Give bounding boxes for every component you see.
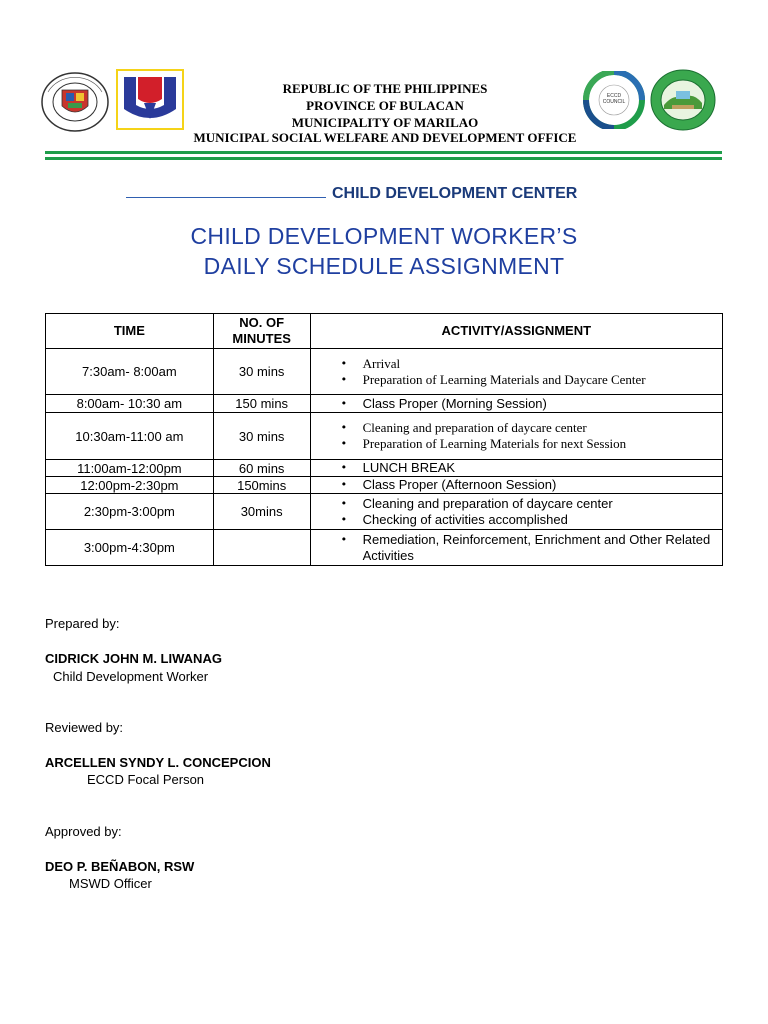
row-time: 3:00pm-4:30pm	[46, 530, 214, 566]
activity-item: • LUNCH BREAK	[363, 460, 722, 476]
reviewed-by-name: ARCELLEN SYNDY L. CONCEPCION	[45, 755, 271, 770]
row-time: 10:30am-11:00 am	[46, 413, 214, 460]
row-activities	[310, 530, 722, 566]
row-activities	[310, 395, 722, 413]
reviewed-by-label: Reviewed by:	[45, 720, 124, 735]
row-activities	[310, 460, 722, 477]
row-minutes: 30 mins	[213, 413, 310, 460]
row-activities	[310, 413, 722, 460]
prepared-by-label: Prepared by:	[45, 616, 120, 631]
row-time: 2:30pm-3:00pm	[46, 494, 214, 530]
header-activity: ACTIVITY/ASSIGNMENT	[310, 314, 722, 349]
table-row	[46, 413, 723, 460]
approved-by-name: DEO P. BEÑABON, RSW	[45, 859, 195, 874]
row-minutes: 150 mins	[213, 395, 310, 413]
marilao-seal-logo	[40, 72, 110, 132]
header-time: TIME	[46, 314, 214, 349]
letterhead-office: MUNICIPAL SOCIAL WELFARE AND DEVELOPMENT OFFICE	[193, 130, 577, 145]
prepared-by-name: CIDRICK JOHN M. LIWANAG	[45, 651, 222, 666]
table-row	[46, 530, 723, 566]
barangay-seal-logo	[650, 69, 716, 131]
activity-item: • Class Proper (Morning Session)	[363, 396, 722, 412]
schedule-table	[45, 313, 723, 566]
row-activities	[310, 494, 722, 530]
table-row	[46, 349, 723, 395]
center-label: CHILD DEVELOPMENT CENTER	[332, 185, 578, 202]
header-minutes: NO. OF MINUTES	[213, 314, 310, 349]
row-time: 12:00pm-2:30pm	[46, 477, 214, 494]
document-title	[0, 221, 768, 281]
center-name-blank[interactable]	[126, 183, 326, 198]
activity-item: • Checking of activities accomplished	[363, 512, 722, 528]
table-row	[46, 477, 723, 494]
row-activities	[310, 349, 722, 395]
table-header-row	[46, 314, 723, 349]
eccd-logo-text: ECCD COUNCIL	[602, 93, 626, 105]
row-time: 7:30am- 8:00am	[46, 349, 214, 395]
letterhead	[160, 80, 610, 145]
approved-by-label: Approved by:	[45, 824, 122, 839]
green-rule-bottom	[45, 157, 722, 160]
letterhead-municipality: MUNICIPALITY OF MARILAO	[291, 115, 479, 130]
title-line-2: DAILY SCHEDULE ASSIGNMENT	[203, 253, 565, 279]
activity-item: • Cleaning and preparation of daycare center	[363, 420, 722, 436]
activity-item: • Preparation of Learning Materials for next Session	[363, 436, 722, 452]
activity-item: • Preparation of Learning Materials and Daycare Center	[363, 372, 722, 388]
letterhead-republic: REPUBLIC OF THE PHILIPPINES	[282, 81, 488, 96]
green-rule-top	[45, 151, 722, 154]
table-row	[46, 395, 723, 413]
row-minutes: 30mins	[213, 494, 310, 530]
reviewed-by-title: ECCD Focal Person	[87, 772, 205, 787]
table-row	[46, 460, 723, 477]
row-activities	[310, 477, 722, 494]
row-time: 11:00am-12:00pm	[46, 460, 214, 477]
approved-by-title: MSWD Officer	[69, 876, 152, 891]
activity-item: • Cleaning and preparation of daycare center	[363, 496, 722, 512]
letterhead-province: PROVINCE OF BULACAN	[306, 98, 464, 113]
row-minutes: 60 mins	[213, 460, 310, 477]
activity-item: • Arrival	[363, 356, 722, 372]
prepared-by-title: Child Development Worker	[53, 669, 209, 684]
table-row	[46, 494, 723, 530]
row-minutes: 150mins	[213, 477, 310, 494]
row-minutes	[213, 530, 310, 566]
row-minutes: 30 mins	[213, 349, 310, 395]
activity-item: • Remediation, Reinforcement, Enrichment and Other Related Activities	[363, 532, 722, 564]
title-line-1: CHILD DEVELOPMENT WORKER’S	[190, 223, 578, 249]
activity-item: • Class Proper (Afternoon Session)	[363, 477, 722, 493]
center-name-line	[126, 183, 646, 203]
row-time: 8:00am- 10:30 am	[46, 395, 214, 413]
